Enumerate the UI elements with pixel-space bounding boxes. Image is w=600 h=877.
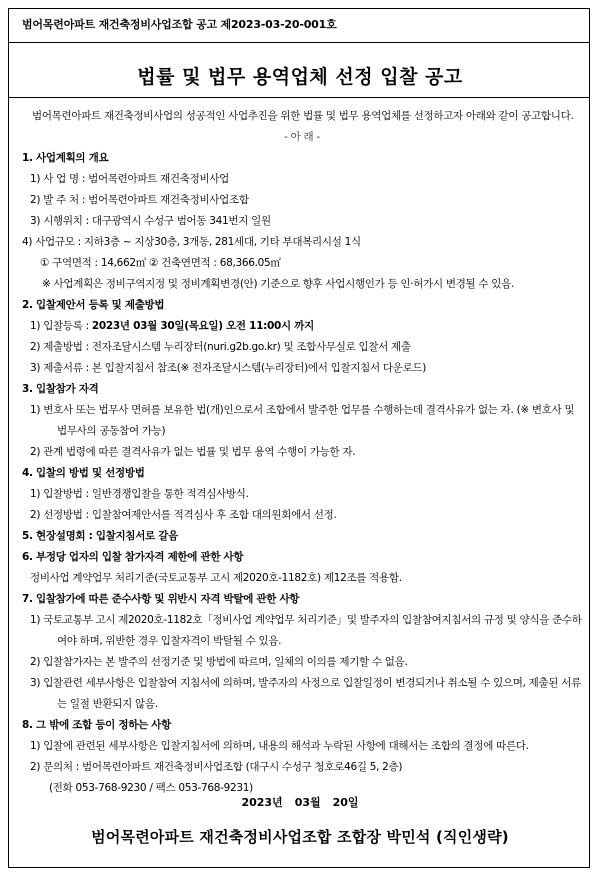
- s1-line-4: 4) 사업규모 : 지하3층 ~ 지상30층, 3개동, 281세대, 기타 부대복리시설 1식: [22, 236, 361, 248]
- s2-line-3: 3) 제출서류 : 본 입찰지침서 참조(※ 전자조달시스템(누리장터)에서 입찰지침서 다운로드): [30, 362, 427, 374]
- below-mark: - 아 래 -: [284, 131, 320, 143]
- s7-line-1: 1) 국토교통부 고시 제2020호-1182호「정비사업 계약업무 처리기준」및 발주자의 입찰참여지침서의 규정 및 양식을 준수하여야 하며, 위반한 경우 입찰자격이 박탈될 수 있음.: [30, 614, 582, 647]
- section-4-title: 4. 입찰의 방법 및 선정방법: [22, 467, 145, 479]
- s8-line-3: (전화 053-768-9230 / 팩스 053-768-9231): [49, 782, 253, 794]
- s8-line-2: 2) 문의처 : 범어목련아파트 재건축정비사업조합 (대구시 수성구 청호로46길 5, 2층): [30, 761, 403, 773]
- s1-note: ※ 사업계획은 정비구역지정 및 정비계획변경(안) 기준으로 향후 사업시행인가 등 인·허가시 변경될 수 있음.: [42, 278, 515, 290]
- s1-line-1: 1) 사 업 명 : 범어목련아파트 재건축정비사업: [30, 173, 229, 185]
- s7-line-2: 2) 입찰참가자는 본 발주의 선정기준 및 방법에 따르며, 일체의 이의를 제기할 수 없음.: [30, 656, 408, 668]
- s4-line-1: 1) 입찰방법 : 일반경쟁입찰을 통한 적격심사방식.: [30, 488, 249, 500]
- section-6-title: 6. 부정당 업자의 입찰 참가자격 제한에 관한 사항: [22, 551, 244, 563]
- section-3-title: 3. 입찰참가 자격: [22, 383, 99, 395]
- s3-line-2: 2) 관계 법령에 따른 결격사유가 없는 법률 및 법무 용역 수행이 가능한 자.: [30, 446, 356, 458]
- date-year: 2023년: [241, 796, 283, 809]
- section-1-title: 1. 사업계획의 개요: [22, 152, 109, 164]
- s3-line-1: 1) 변호사 또는 법무사 면허를 보유한 법(개)인으로서 조합에서 발주한 업무를 수행하는데 결격사유가 없는 자. (※ 변호사 및 법무사의 공동참여 가능): [30, 404, 575, 437]
- page-title: 법률 및 법무 용역업체 선정 입찰 공고: [137, 66, 463, 88]
- s7-line-3: 3) 입찰관련 세부사항은 입찰참여 지침서에 의하며, 발주자의 사정으로 입찰일정이 변경되거나 취소될 수 있으며, 제출된 서류는 일절 반환되지 않음.: [30, 677, 581, 710]
- section-7-title: 7. 입찰참가에 따른 준수사항 및 위반시 자격 박탈에 관한 사항: [22, 593, 300, 605]
- s1-line-3: 3) 시행위치 : 대구광역시 수성구 범어동 341번지 일원: [30, 215, 271, 227]
- intro-paragraph: 범어목련아파트 재건축정비사업의 성공적인 사업추진을 위한 법률 및 법무 용역업체를 선정하고자 아래와 같이 공고합니다.: [32, 110, 574, 122]
- s2-line-1-prefix: 1) 입찰등록 :: [30, 320, 92, 332]
- notice-number: 범어목련아파트 재건축정비사업조합 공고 제2023-03-20-001호: [22, 18, 337, 31]
- date-day: 20일: [332, 796, 359, 809]
- section-5-title: 5. 현장설명회 : 입찰지침서로 갈음: [22, 530, 178, 542]
- s8-line-1: 1) 입찰에 관련된 세부사항은 입찰지침서에 의하며, 내용의 해석과 누락된 사항에 대해서는 조합의 결정에 따른다.: [30, 740, 529, 752]
- s1-line-2: 2) 발 주 처 : 범어목련아파트 재건축정비사업조합: [30, 194, 249, 206]
- title-divider: [8, 97, 590, 98]
- notice-date: [0, 794, 600, 810]
- s4-line-2: 2) 선정방법 : 입찰참여제안서를 적격심사 후 조합 대의원회에서 선정.: [30, 509, 337, 521]
- s2-line-2: 2) 제출방법 : 전자조달시스템 누리장터(nuri.g2b.go.kr) 및 조합사무실로 입찰서 제출: [30, 341, 411, 353]
- notice-body: [22, 106, 582, 799]
- section-8-title: 8. 그 밖에 조합 등이 정하는 사항: [22, 719, 171, 731]
- s6-line-1: 정비사업 계약업무 처리기준(국토교통부 고시 제2020호-1182호) 제12조를 적용함.: [30, 572, 402, 584]
- bid-deadline: 2023년 03월 30일(목요일) 오전 11:00시 까지: [91, 320, 314, 332]
- header-divider: [8, 42, 590, 43]
- section-2-title: 2. 입찰제안서 등록 및 제출방법: [22, 299, 165, 311]
- s1-line-5: ① 구역면적 : 14,662㎡ ② 건축연면적 : 68,366.05㎡: [40, 257, 281, 269]
- signature-line: 범어목련아파트 재건축정비사업조합 조합장 박민석 (직인생략): [91, 828, 509, 846]
- date-month: 03월: [294, 796, 321, 809]
- s2-line-1: [22, 316, 582, 337]
